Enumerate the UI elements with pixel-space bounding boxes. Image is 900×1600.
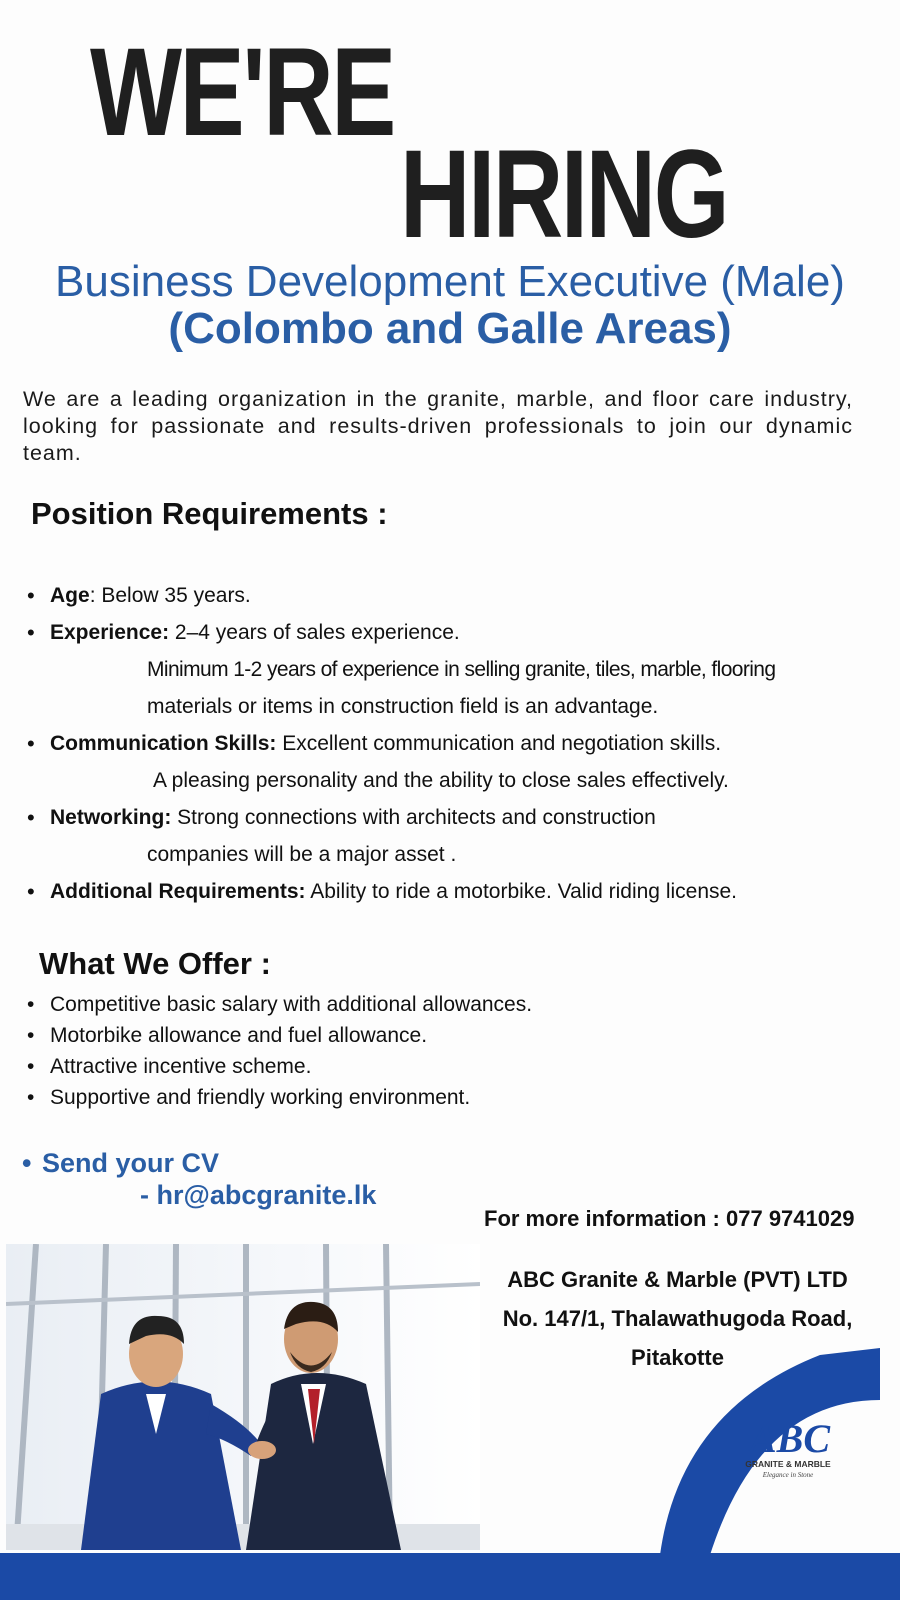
more-info-phone: For more information : 077 9741029	[484, 1206, 855, 1231]
logo-name: GRANITE & MARBLE	[745, 1459, 831, 1469]
logo-mark: ABC	[749, 1416, 831, 1461]
headline-hiring: HIRING	[400, 125, 728, 264]
list-item-continuation: A pleasing personality and the ability to close sales effectively.	[153, 769, 729, 792]
list-item-continuation: companies will be a major asset .	[147, 843, 457, 866]
list-item: • Age: Below 35 years.	[27, 577, 887, 614]
list-item: • Additional Requirements: Ability to ride a motorbike. Valid riding license.	[27, 873, 887, 910]
company-name: ABC Granite & Marble (PVT) LTD	[507, 1267, 848, 1292]
list-item: • Motorbike allowance and fuel allowance.	[27, 1020, 532, 1051]
list-item: • Communication Skills: Excellent communication and negotiation skills. A pleasing personality and the ability to close sales effectively.	[27, 725, 887, 799]
intro-paragraph: We are a leading organization in the granite, marble, and floor care industry, looking for passionate and results-driven professionals to join our dynamic team.	[23, 387, 853, 465]
list-item-continuation: materials or items in construction field is an advantage.	[147, 695, 659, 718]
requirements-list	[27, 577, 887, 910]
list-item: • Supportive and friendly working environment.	[27, 1082, 532, 1113]
offer-heading: What We Offer :	[39, 946, 271, 981]
abc-logo	[640, 1340, 885, 1555]
address-line-1: No. 147/1, Thalawathugoda Road,	[502, 1306, 853, 1331]
job-areas: (Colombo and Galle Areas)	[168, 304, 732, 353]
send-cv-label: • Send your CV	[22, 1148, 220, 1178]
list-item: • Attractive incentive scheme.	[27, 1051, 532, 1082]
handshake-photo	[6, 1244, 480, 1550]
list-item: • Networking: Strong connections with architects and construction companies will be a major asset .	[27, 799, 887, 873]
offer-list	[27, 989, 532, 1113]
list-item: • Experience: 2–4 years of sales experience. Minimum 1-2 years of experience in selling granite, tiles, marble, flooring materials or items in construction field is an advantage.	[27, 614, 887, 725]
headline-were: WE'RE	[90, 23, 394, 162]
requirements-heading: Position Requirements :	[31, 496, 388, 531]
job-title: Business Development Executive (Male)	[55, 257, 845, 306]
bottom-bar	[0, 1553, 900, 1600]
list-item-continuation: Minimum 1-2 years of experience in selling granite, tiles, marble, flooring	[147, 658, 776, 681]
logo-tagline: Elegance in Stone	[762, 1471, 814, 1479]
cv-email-link[interactable]: - hr@abcgranite.lk	[140, 1180, 377, 1210]
address-line-2: Pitakotte	[631, 1345, 724, 1370]
list-item: • Competitive basic salary with additional allowances.	[27, 989, 532, 1020]
